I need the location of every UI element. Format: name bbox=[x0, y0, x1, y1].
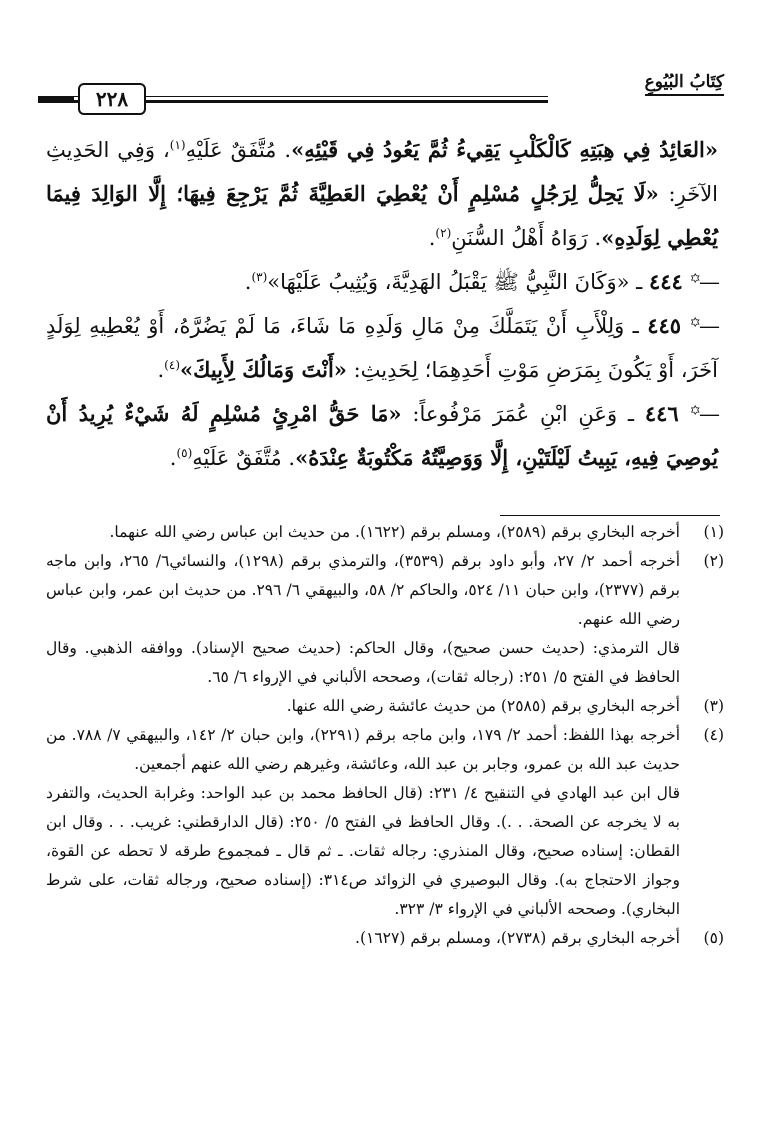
footnote-number: (٢) bbox=[703, 552, 724, 570]
main-text bbox=[46, 128, 718, 480]
footnote-ref: (٤) bbox=[164, 358, 180, 372]
footnote-number: (٣) bbox=[703, 697, 724, 715]
ornament-dash: —꙳ bbox=[689, 314, 719, 338]
paragraph-445: —꙳ ٤٤٥ ـ وَلِلْأَبِ أَنْ يَتَمَلَّكَ مِنْ مَالِ وَلَدِهِ مَا شَاءَ، مَا لَمْ يَضُرَّهُ، أَوْ يُعْطِيهِ لِوَلَدٍ آخَرَ، أَوْ يَكُونَ بِمَرَضِ مَوْتِ أَحَدِهِمَا؛ لِحَدِيثِ: «أَنْتَ وَمَالُكَ لِأَبِيكَ»$^{(٤)}$. bbox=[46, 313, 719, 382]
text: ، وَفِي الحَدِيثِ الآخَرِ: bbox=[46, 138, 719, 206]
paragraph-446: —꙳ ٤٤٦ ـ وَعَنِ ابْنِ عُمَرَ مَرْفُوعاً: «مَا حَقُّ امْرِئٍ مُسْلِمٍ لَهُ شَيْءٌ يُرِيدُ أَنْ يُوصِيَ فِيهِ، يَبِيتُ لَيْلَتَيْنِ، إِلَّا وَوَصِيَّتُهُ مَكْتُوبَةٌ عِنْدَهُ». مُتَّفَقٌ عَلَيْهِ$^{(٥)}$. bbox=[46, 401, 718, 470]
header-rule-short bbox=[38, 97, 74, 100]
footnote-number: (١) bbox=[703, 523, 724, 541]
page-number: ٢٢٨ bbox=[78, 83, 146, 115]
footnote-ref: (٢) bbox=[435, 226, 452, 240]
footnote-ref: (١) bbox=[169, 138, 186, 152]
text: . مُتَّفَقٌ عَلَيْهِ bbox=[185, 138, 292, 162]
footnote-number: (٥) bbox=[703, 929, 724, 947]
paragraph-444: —꙳ ٤٤٤ ـ «وَكَانَ النَّبِيُّ ﷺ يَقْبَلُ الهَدِيَّةَ، وَيُثِيبُ عَلَيْهَا»$^{(٣)}$. bbox=[244, 269, 718, 294]
text: . رَوَاهُ أَهْلُ السُّنَنِ bbox=[451, 226, 602, 250]
hadith-quote: «لَا يَحِلُّ لِرَجُلٍ مُسْلِمٍ أَنْ يُعْطِيَ العَطِيَّةَ ثُمَّ يَرْجِعَ فِيهَا؛ إِلَّا الوَالِدَ فِيمَا يُعْطِي لِوَلَدِهِ» bbox=[46, 181, 718, 250]
footnote bbox=[46, 721, 724, 924]
footnote-ref: (٣) bbox=[251, 270, 268, 284]
text: ـ وَلِلْأَبِ أَنْ يَتَمَلَّكَ مِنْ مَالِ وَلَدِهِ مَا شَاءَ، مَا لَمْ يَضُرَّهُ، أَوْ يُعْطِيهِ لِوَلَدٍ آخَرَ، أَوْ يَكُونَ بِمَرَضِ مَوْتِ أَحَدِهِمَا؛ لِحَدِيثِ: bbox=[46, 314, 718, 382]
hadith-quote: «العَائِدُ فِي هِبَتِهِ كَالْكَلْبِ يَقِيءُ ثُمَّ يَعُودُ فِي قَيْئِهِ» bbox=[291, 137, 718, 162]
footnote bbox=[46, 692, 724, 721]
footnote bbox=[46, 518, 724, 547]
footnote-text: أخرجه أحمد ٢/ ٢٧، وأبو داود برقم (٣٥٣٩)، والترمذي برقم (١٢٩٨)، والنسائي٦/ ٢٦٥، وابن ماجه برقم (٢٣٧٧)، وابن حبان ١١/ ٥٢٤، والحاكم ٢/ ٥٨، والبيهقي ٦/ ٢٩٦. من حديث ابن عمر، وابن عباس رضي الله عنهم. bbox=[46, 552, 680, 628]
ornament-dash: —꙳ bbox=[689, 270, 718, 294]
hadith-number: ٤٤٥ bbox=[647, 313, 682, 338]
hadith-quote: «مَا حَقُّ امْرِئٍ مُسْلِمٍ لَهُ شَيْءٌ يُرِيدُ أَنْ يُوصِيَ فِيهِ، يَبِيتُ لَيْلَتَيْنِ، إِلَّا وَوَصِيَّتُهُ مَكْتُوبَةٌ عِنْدَهُ» bbox=[46, 401, 718, 470]
footnote bbox=[46, 547, 724, 692]
footnote-text: أخرجه البخاري برقم (٢٥٨٩)، ومسلم برقم (١٦٢٢). من حديث ابن عباس رضي الله عنهما. bbox=[109, 523, 680, 541]
footnote bbox=[46, 924, 724, 953]
book-title: كِتَابُ البُيُوعِ bbox=[645, 72, 724, 96]
footnote-number: (٤) bbox=[703, 726, 724, 744]
footnote-text: قال الترمذي: (حديث حسن صحيح)، وقال الحاكم: (حديث صحيح الإسناد). ووافقه الذهبي. وقال الحافظ في الفتح ٥/ ٢٥١: (رجاله ثقات)، وصححه الألباني في الإرواء ٦/ ٦٥. bbox=[46, 639, 680, 686]
ornament-dash: —꙳ bbox=[689, 402, 718, 426]
hadith-quote: «أَنْتَ وَمَالُكَ لِأَبِيكَ» bbox=[180, 357, 347, 382]
footnote-text: أخرجه بهذا اللفظ: أحمد ٢/ ١٧٩، وابن ماجه برقم (٢٢٩١)، وابن حبان ٢/ ١٤٢، والبيهقي ٧/ ٧٨٨. من حديث عبد الله بن عمرو، وجابر بن عبد الله، وعائشة، وغيرهم رضي الله عنهم أجمعين. bbox=[46, 726, 681, 773]
hadith-number: ٤٤٤ bbox=[648, 269, 683, 294]
text: . مُتَّفَقٌ عَلَيْهِ bbox=[192, 446, 296, 470]
footnote-text: أخرجه البخاري برقم (٢٧٣٨)، ومسلم برقم (١٦٢٧). bbox=[355, 929, 680, 947]
page-header bbox=[38, 68, 724, 118]
footnote-divider bbox=[500, 515, 720, 516]
footnote-text: أخرجه البخاري برقم (٢٥٨٥) من حديث عائشة رضي الله عنها. bbox=[286, 697, 680, 715]
text: ـ «وَكَانَ النَّبِيُّ ﷺ يَقْبَلُ الهَدِيَّةَ، وَيُثِيبُ عَلَيْهَا» bbox=[267, 270, 649, 294]
footnote-ref: (٥) bbox=[176, 446, 193, 460]
text: ـ وَعَنِ ابْنِ عُمَرَ مَرْفُوعاً: bbox=[401, 402, 645, 426]
footnote-text: قال ابن عبد الهادي في التنقيح ٤/ ٢٣١: (قال الحافظ محمد بن عبد الواحد: وغرابة الحديث، والتفرد به لا يخرجه عن الصحة. . .). وقال الحافظ في الفتح ٥/ ٢٥٠: (قال الدارقطني: غريب. . . وقال ابن القطان: إسناده صحيح، وقال المنذري: رجاله ثقات. ـ ثم قال ـ فمجموع طرقه لا تحطه عن القوة، وجواز الاحتجاج به). وقال البوصيري في الزوائد ص٣١٤: (إسناده صحيح، ورجاله ثقات، على شرط البخاري). وصححه الألباني في الإرواء ٣/ ٣٢٣. bbox=[46, 784, 681, 918]
paragraph-1: «العَائِدُ فِي هِبَتِهِ كَالْكَلْبِ يَقِيءُ ثُمَّ يَعُودُ فِي قَيْئِهِ». مُتَّفَقٌ عَلَيْهِ$^{(١)}$، وَفِي الحَدِيثِ الآخَرِ: «لَا يَحِلُّ لِرَجُلٍ مُسْلِمٍ أَنْ يُعْطِيَ العَطِيَّةَ ثُمَّ يَرْجِعَ فِيهَا؛ إِلَّا الوَالِدَ فِيمَا يُعْطِي لِوَلَدِهِ». رَوَاهُ أَهْلُ السُّنَنِ$^{(٢)}$. bbox=[46, 137, 719, 250]
footnotes bbox=[46, 518, 724, 953]
hadith-number: ٤٤٦ bbox=[644, 401, 679, 426]
